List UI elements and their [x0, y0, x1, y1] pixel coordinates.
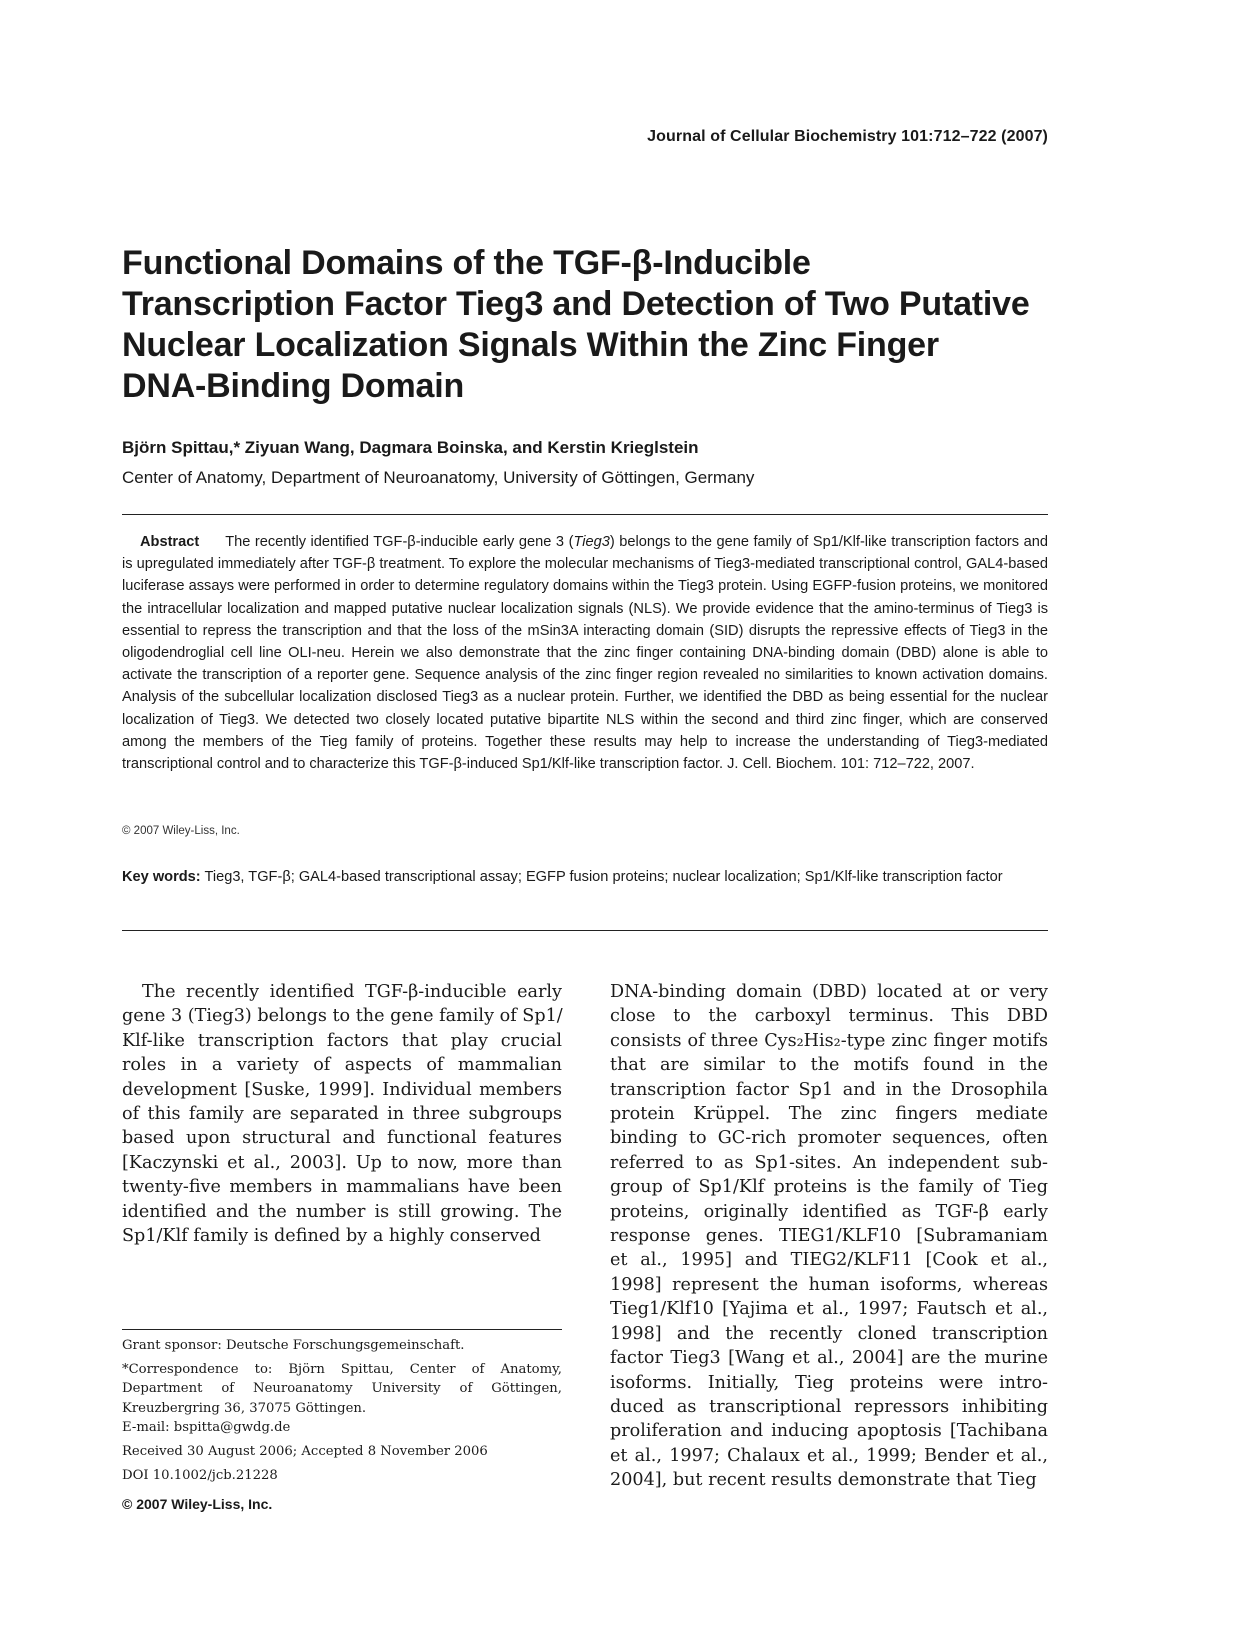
- body-line: binding to GC-rich promoter sequences, often: [610, 1128, 1048, 1149]
- correspondence-line: *Correspondence to: Björn Spittau, Center of Anatomy,: [122, 1361, 562, 1377]
- paper-title: [122, 243, 1082, 407]
- body-line: Klf-like transcription factors that play crucial: [122, 1030, 562, 1051]
- body-column-right: [610, 980, 1048, 1493]
- doi: DOI 10.1002/jcb.21228: [122, 1467, 278, 1483]
- abstract-gene: Tieg3: [573, 534, 610, 550]
- body-line: twenty-five members in mammalians have been: [122, 1177, 562, 1198]
- title-line: DNA-Binding Domain: [122, 367, 465, 405]
- body-line: et al., 1997; Chalaux et al., 1999; Bender et al.,: [610, 1445, 1048, 1466]
- body-line: transcription factor Sp1 and in the Drosophila: [610, 1079, 1048, 1100]
- keywords-label: Key words:: [122, 869, 201, 885]
- body-column-left: [122, 980, 562, 1248]
- correspondence-line: Department of Neuroanatomy University of Göttingen,: [122, 1381, 562, 1397]
- body-line: factor Tieg3 [Wang et al., 2004] are the murine: [610, 1348, 1048, 1369]
- body-line: group of Sp1/Klf proteins is the family of Tieg: [610, 1177, 1048, 1198]
- body-line: duced as transcriptional repressors inhibiting: [610, 1396, 1048, 1417]
- body-line: response genes. TIEG1/KLF10 [Subramaniam: [610, 1226, 1048, 1247]
- divider: [122, 514, 1048, 515]
- journal-header: Journal of Cellular Biochemistry 101:712–722 (2007): [647, 128, 1048, 145]
- divider: [122, 930, 1048, 931]
- body-line: of this family are separated in three subgroups: [122, 1104, 562, 1125]
- body-line: development [Suske, 1999]. Individual members: [122, 1079, 562, 1100]
- body-line: Tieg1/Klf10 [Yajima et al., 1997; Fautsch et al.,: [610, 1299, 1048, 1320]
- abstract-text: ) belongs to the gene family of Sp1/Klf-like transcription factors and is upregulated immediately after TGF-β treatment. To explore the molecular mechanisms of Tieg3-mediated transcriptional control, GAL4-based luciferase assays were performed in order to determine regulatory domains within the Tieg3 protein. Using EGFP-fusion proteins, we monitored the intracellular localization and mapped putative nuclear localization signals (NLS). We provide evidence that the amino-terminus of Tieg3 is essential to repress the transcription and that the loss of the mSin3A interacting domain (SID) disrupts the repressive effects of Tieg3 in the oligodendroglial cell line OLI-neu. Herein we also demonstrate that the zinc finger containing DNA-binding domain (DBD) alone is able to activate the transcription of a reporter gene. Sequence analysis of the zinc finger region revealed no similarities to known activation domains. Analysis of the subcellular localization disclosed Tieg3 as a nuclear protein. Further, we identified the DBD as being essential for the nuclear localization of Tieg3. We detected two closely located putative bipartite NLS within the second and third zinc finger, which are conserved among the members of the Tieg family of proteins. Together these results may help to increase the understanding of Tieg3-mediated transcriptional control and to characterize this TGF-β-induced Sp1/Klf-like transcription factor. J. Cell. Biochem. 101: 712–722, 2007.: [122, 534, 1048, 773]
- body-line: gene 3 (Tieg3) belongs to the gene family of Sp1/: [122, 1006, 563, 1027]
- keywords: [122, 866, 1048, 888]
- body-line: Sp1/Klf family is defined by a highly conserved: [122, 1226, 541, 1247]
- abstract-text: The recently identified TGF-β-inducible early gene 3 (: [225, 534, 574, 550]
- body-line: 1998] and the recently cloned transcription: [610, 1323, 1048, 1344]
- body-line: proliferation and inducing apoptosis [Tachibana: [610, 1421, 1048, 1442]
- affiliation: Center of Anatomy, Department of Neuroanatomy, University of Göttingen, Germany: [122, 468, 755, 487]
- body-line: DNA-binding domain (DBD) located at or very: [610, 982, 1048, 1002]
- body-line: that are similar to the motifs found in the: [610, 1055, 1048, 1076]
- abstract-label: Abstract: [140, 534, 200, 550]
- title-line: Nuclear Localization Signals Within the Zinc Finger: [122, 326, 939, 364]
- correspondence-line: Kreuzbergring 36, 37075 Göttingen.: [122, 1400, 367, 1416]
- correspondence: [122, 1360, 562, 1438]
- body-line: close to the carboxyl terminus. This DBD: [610, 1006, 1048, 1027]
- body-line: referred to as Sp1-sites. An independent sub-: [610, 1152, 1048, 1173]
- body-line: roles in a variety of aspects of mammalian: [122, 1055, 562, 1076]
- abstract-copyright: © 2007 Wiley-Liss, Inc.: [122, 825, 240, 837]
- footnote-copyright: © 2007 Wiley-Liss, Inc.: [122, 1496, 273, 1512]
- footnote-divider: [122, 1329, 562, 1330]
- email: E-mail: bspitta@gwdg.de: [122, 1420, 291, 1436]
- body-line: 2004], but recent results demonstrate that Tieg: [610, 1470, 1037, 1491]
- body-line: et al., 1995] and TIEG2/KLF11 [Cook et al.,: [610, 1250, 1048, 1271]
- body-line: identified and the number is still growing. The: [122, 1201, 562, 1222]
- body-line: [Kaczynski et al., 2003]. Up to now, more than: [122, 1152, 562, 1173]
- title-line: Transcription Factor Tieg3 and Detection of Two Putative: [122, 285, 1030, 323]
- grant-sponsor: Grant sponsor: Deutsche Forschungsgemeinschaft.: [122, 1338, 465, 1353]
- author-list: Björn Spittau,* Ziyuan Wang, Dagmara Boinska, and Kerstin Krieglstein: [122, 438, 699, 457]
- abstract: [122, 531, 1048, 775]
- footnotes: [122, 1336, 562, 1489]
- body-line: isoforms. Initially, Tieg proteins were intro-: [610, 1372, 1048, 1393]
- title-line: Functional Domains of the TGF-β-Inducible: [122, 244, 811, 282]
- body-line: The recently identified TGF-β-inducible early: [142, 982, 562, 1002]
- body-line: based upon structural and functional features: [122, 1128, 562, 1149]
- keywords-text: Tieg3, TGF-β; GAL4-based transcriptional assay; EGFP fusion proteins; nuclear localization; Sp1/Klf-like transcription factor: [204, 869, 1003, 885]
- body-line: 1998] represent the human isoforms, whereas: [610, 1274, 1048, 1295]
- body-line: protein Krüppel. The zinc fingers mediate: [610, 1104, 1048, 1125]
- received-date: Received 30 August 2006; Accepted 8 November 2006: [122, 1443, 488, 1459]
- body-line: consists of three Cys₂His₂-type zinc finger motifs: [610, 1030, 1048, 1051]
- body-line: proteins, originally identified as TGF-β early: [610, 1201, 1048, 1222]
